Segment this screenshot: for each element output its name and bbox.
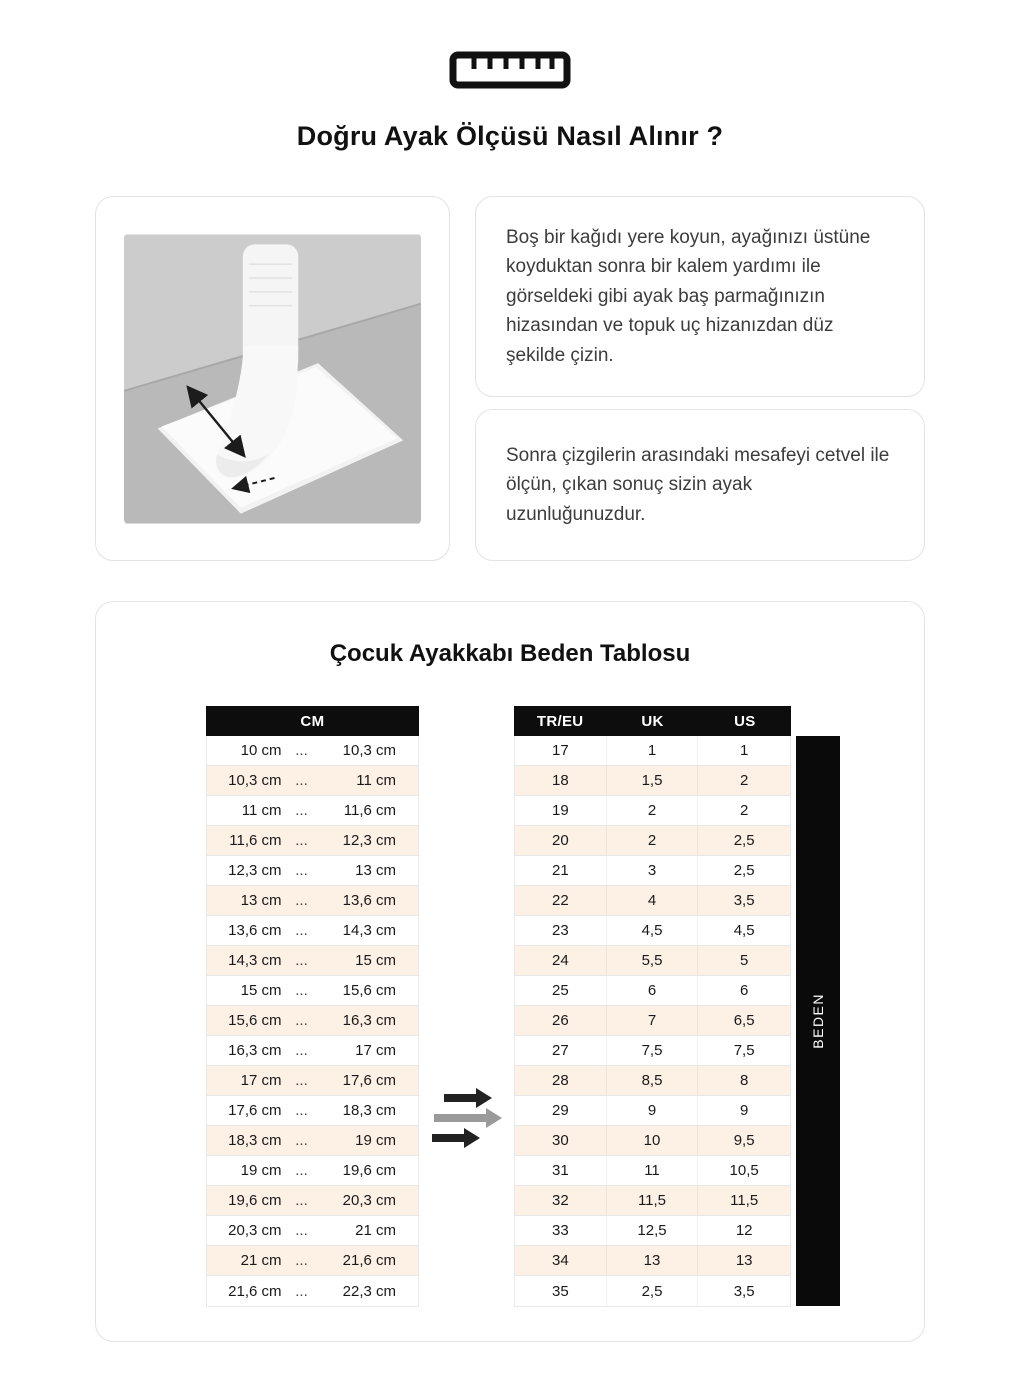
size-cell: 11,5 xyxy=(730,1192,759,1209)
size-table xyxy=(514,706,791,1307)
cm-to-cell: 15 cm xyxy=(355,952,396,969)
cm-from-cell: 10 cm xyxy=(240,742,282,759)
size-cell: 6 xyxy=(739,982,749,999)
size-cell: 2,5 xyxy=(733,862,755,879)
cm-from-cell: 11,6 cm xyxy=(229,832,282,849)
size-chart-card xyxy=(95,601,925,1342)
cm-to-cell: 18,3 cm xyxy=(342,1102,396,1119)
instructions-section xyxy=(95,196,925,561)
size-cell: 8,5 xyxy=(607,1066,699,1095)
cm-to-cell: 11 cm xyxy=(356,772,396,789)
cm-to-cell: 21,6 cm xyxy=(342,1252,396,1269)
size-table-row xyxy=(515,1066,790,1096)
size-cell: 2 xyxy=(607,796,699,825)
size-cell: 1 xyxy=(739,742,749,759)
cm-separator-cell: ... xyxy=(295,1282,308,1300)
cm-to-cell: 21 cm xyxy=(355,1222,396,1239)
size-cell: 2 xyxy=(607,826,699,855)
size-cell: 19 xyxy=(515,796,607,825)
beden-side-label: BEDEN xyxy=(810,993,826,1049)
size-table-row xyxy=(515,826,790,856)
size-chart-tables xyxy=(96,706,924,1307)
size-cell: 9 xyxy=(739,1102,749,1119)
cm-from-cell: 20,3 cm xyxy=(228,1222,282,1239)
cm-from-cell: 17,6 cm xyxy=(228,1102,282,1119)
cm-separator-cell: ... xyxy=(295,862,308,879)
size-cell: 3,5 xyxy=(733,892,755,909)
size-cell: 29 xyxy=(515,1096,607,1125)
size-table-row xyxy=(515,1246,790,1276)
cm-from-cell: 19 cm xyxy=(240,1162,282,1179)
size-cell: 4,5 xyxy=(733,922,755,939)
size-cell: 2 xyxy=(739,772,749,789)
cm-separator-cell: ... xyxy=(295,1192,308,1209)
cm-table-row xyxy=(207,856,418,886)
cm-table-body xyxy=(206,736,419,1307)
cm-from-cell: 18,3 cm xyxy=(228,1132,282,1149)
size-chart-title: Çocuk Ayakkabı Beden Tablosu xyxy=(329,640,691,667)
cm-to-cell: 19,6 cm xyxy=(342,1162,396,1179)
size-cell: 20 xyxy=(515,826,607,855)
size-cell: 4 xyxy=(607,886,699,915)
cm-from-cell: 16,3 cm xyxy=(228,1042,282,1059)
cm-separator-cell: ... xyxy=(295,1132,308,1149)
cm-table-row xyxy=(207,1186,418,1216)
size-header-cell: TR/EU xyxy=(536,712,584,730)
size-cell: 10 xyxy=(607,1126,699,1155)
size-cell: 27 xyxy=(515,1036,607,1065)
cm-separator-cell: ... xyxy=(295,892,308,909)
cm-separator-cell: ... xyxy=(295,1102,308,1119)
cm-table-row xyxy=(207,976,418,1006)
size-table-row xyxy=(515,856,790,886)
size-cell: 35 xyxy=(515,1276,607,1306)
size-cell: 5,5 xyxy=(607,946,699,975)
right-arrows-icon xyxy=(430,1088,504,1155)
cm-from-cell: 13 cm xyxy=(240,892,282,909)
conversion-arrows-gap xyxy=(419,1088,514,1155)
cm-table-row xyxy=(207,1066,418,1096)
size-table-header xyxy=(514,706,791,736)
cm-separator-cell: ... xyxy=(295,1222,308,1239)
size-table-row xyxy=(515,1276,790,1306)
cm-table-row xyxy=(207,796,418,826)
size-cell: 7,5 xyxy=(607,1036,699,1065)
cm-to-cell: 15,6 cm xyxy=(342,982,396,999)
cm-from-cell: 10,3 cm xyxy=(228,772,282,789)
size-table-row xyxy=(515,1006,790,1036)
cm-to-cell: 11,6 cm xyxy=(343,802,396,819)
cm-from-cell: 15 cm xyxy=(240,982,282,999)
cm-separator-cell: ... xyxy=(295,922,308,939)
size-cell: 28 xyxy=(515,1066,607,1095)
size-cell: 2 xyxy=(739,802,749,819)
cm-table-row xyxy=(207,1246,418,1276)
cm-from-cell: 17 cm xyxy=(240,1072,282,1089)
cm-table-row xyxy=(207,1006,418,1036)
size-cell: 24 xyxy=(515,946,607,975)
size-cell: 18 xyxy=(515,766,607,795)
size-table-row xyxy=(515,1216,790,1246)
cm-table-row xyxy=(207,916,418,946)
instruction-step-1-text: Boş bir kağıdı yere koyun, ayağınızı üstüne koyduktan sonra bir kalem yardımı ile görseldeki gibi ayak baş parmağınızın hizasından ve topuk uç hizanızdan düz şekilde çizin. xyxy=(506,227,871,366)
cm-separator-cell: ... xyxy=(295,1042,308,1059)
cm-separator-cell: ... xyxy=(295,1072,308,1089)
size-table-row xyxy=(515,946,790,976)
cm-to-cell: 20,3 cm xyxy=(342,1192,396,1209)
cm-table-row xyxy=(207,1126,418,1156)
size-table-row xyxy=(515,976,790,1006)
size-cell: 32 xyxy=(515,1186,607,1215)
size-cell: 9,5 xyxy=(733,1132,755,1149)
cm-separator-cell: ... xyxy=(295,832,308,849)
beden-side-bar xyxy=(796,736,840,1306)
size-cell: 22 xyxy=(515,886,607,915)
size-cell: 12 xyxy=(735,1222,753,1239)
cm-to-cell: 17,6 cm xyxy=(342,1072,396,1089)
cm-to-cell: 12,3 cm xyxy=(342,832,396,849)
instruction-step-2-text: Sonra çizgilerin arasındaki mesafeyi cetvel ile ölçün, çıkan sonuç sizin ayak uzunluğunuzdur. xyxy=(506,444,890,525)
size-table-row xyxy=(515,1186,790,1216)
cm-separator-cell: ... xyxy=(295,772,308,789)
cm-from-cell: 15,6 cm xyxy=(228,1012,282,1029)
cm-from-cell: 13,6 cm xyxy=(228,922,282,939)
cm-to-cell: 17 cm xyxy=(355,1042,396,1059)
cm-table-row xyxy=(207,1156,418,1186)
instruction-steps xyxy=(475,196,925,561)
size-table-row xyxy=(515,916,790,946)
size-cell: 26 xyxy=(515,1006,607,1035)
cm-table-row xyxy=(207,766,418,796)
size-cell: 2,5 xyxy=(607,1276,699,1306)
cm-separator-cell: ... xyxy=(295,802,308,819)
cm-to-cell: 22,3 cm xyxy=(342,1282,396,1300)
size-cell: 3 xyxy=(607,856,699,885)
size-table-row xyxy=(515,766,790,796)
cm-to-cell: 14,3 cm xyxy=(342,922,396,939)
cm-table-row xyxy=(207,1096,418,1126)
cm-from-cell: 21 cm xyxy=(240,1252,282,1269)
size-cell: 12,5 xyxy=(607,1216,699,1245)
size-cell: 33 xyxy=(515,1216,607,1245)
size-cell: 11,5 xyxy=(607,1186,699,1215)
size-table-row xyxy=(515,796,790,826)
size-cell: 30 xyxy=(515,1126,607,1155)
cm-table-row xyxy=(207,1036,418,1066)
cm-table-header: CM xyxy=(206,706,419,736)
cm-separator-cell: ... xyxy=(295,1252,308,1269)
size-cell: 3,5 xyxy=(733,1282,755,1300)
cm-from-cell: 19,6 cm xyxy=(228,1192,282,1209)
size-cell: 13 xyxy=(607,1246,699,1275)
instruction-step-1 xyxy=(475,196,925,397)
cm-table xyxy=(206,706,419,1307)
cm-table-row xyxy=(207,736,418,766)
cm-from-cell: 14,3 cm xyxy=(228,952,282,969)
size-cell: 21 xyxy=(515,856,607,885)
size-cell: 7,5 xyxy=(733,1042,755,1059)
size-cell: 4,5 xyxy=(607,916,699,945)
size-table-body xyxy=(514,736,791,1307)
size-cell: 8 xyxy=(739,1072,749,1089)
ruler-icon xyxy=(449,50,571,95)
size-cell: 17 xyxy=(515,736,607,765)
page-header xyxy=(95,50,925,152)
cm-from-cell: 21,6 cm xyxy=(228,1282,282,1300)
cm-separator-cell: ... xyxy=(295,982,308,999)
cm-to-cell: 10,3 cm xyxy=(342,742,396,759)
size-cell: 9 xyxy=(607,1096,699,1125)
cm-from-cell: 11 cm xyxy=(241,802,282,819)
cm-to-cell: 16,3 cm xyxy=(342,1012,396,1029)
size-cell: 10,5 xyxy=(729,1162,759,1179)
size-cell: 11 xyxy=(607,1156,699,1185)
cm-table-row xyxy=(207,826,418,856)
size-table-row xyxy=(515,736,790,766)
size-cell: 6,5 xyxy=(733,1012,755,1029)
instruction-step-2 xyxy=(475,409,925,561)
page-title: Doğru Ayak Ölçüsü Nasıl Alınır ? xyxy=(296,121,724,151)
size-cell: 13 xyxy=(735,1252,753,1269)
cm-separator-cell: ... xyxy=(295,1162,308,1179)
size-cell: 1 xyxy=(607,736,699,765)
cm-separator-cell: ... xyxy=(295,742,308,759)
size-cell: 7 xyxy=(607,1006,699,1035)
size-cell: 23 xyxy=(515,916,607,945)
cm-table-row xyxy=(207,1216,418,1246)
size-table-row xyxy=(515,1126,790,1156)
foot-measurement-illustration xyxy=(124,233,421,525)
cm-to-cell: 13,6 cm xyxy=(342,892,396,909)
size-table-row xyxy=(515,1096,790,1126)
size-header-cell: US xyxy=(734,712,756,730)
size-cell: 1,5 xyxy=(607,766,699,795)
cm-to-cell: 13 cm xyxy=(355,862,396,879)
size-table-row xyxy=(515,1156,790,1186)
cm-to-cell: 19 cm xyxy=(355,1132,396,1149)
cm-separator-cell: ... xyxy=(295,1012,308,1029)
size-cell: 5 xyxy=(739,952,749,969)
size-cell: 2,5 xyxy=(733,832,755,849)
size-cell: 25 xyxy=(515,976,607,1005)
size-table-row xyxy=(515,886,790,916)
cm-separator-cell: ... xyxy=(295,952,308,969)
size-cell: 34 xyxy=(515,1246,607,1275)
size-header-cell: UK xyxy=(641,712,664,730)
size-cell: 6 xyxy=(607,976,699,1005)
size-cell: 31 xyxy=(515,1156,607,1185)
cm-from-cell: 12,3 cm xyxy=(228,862,282,879)
size-table-row xyxy=(515,1036,790,1066)
cm-table-row xyxy=(207,946,418,976)
cm-table-row xyxy=(207,886,418,916)
foot-measurement-photo-card xyxy=(95,196,450,561)
cm-table-row xyxy=(207,1276,418,1306)
